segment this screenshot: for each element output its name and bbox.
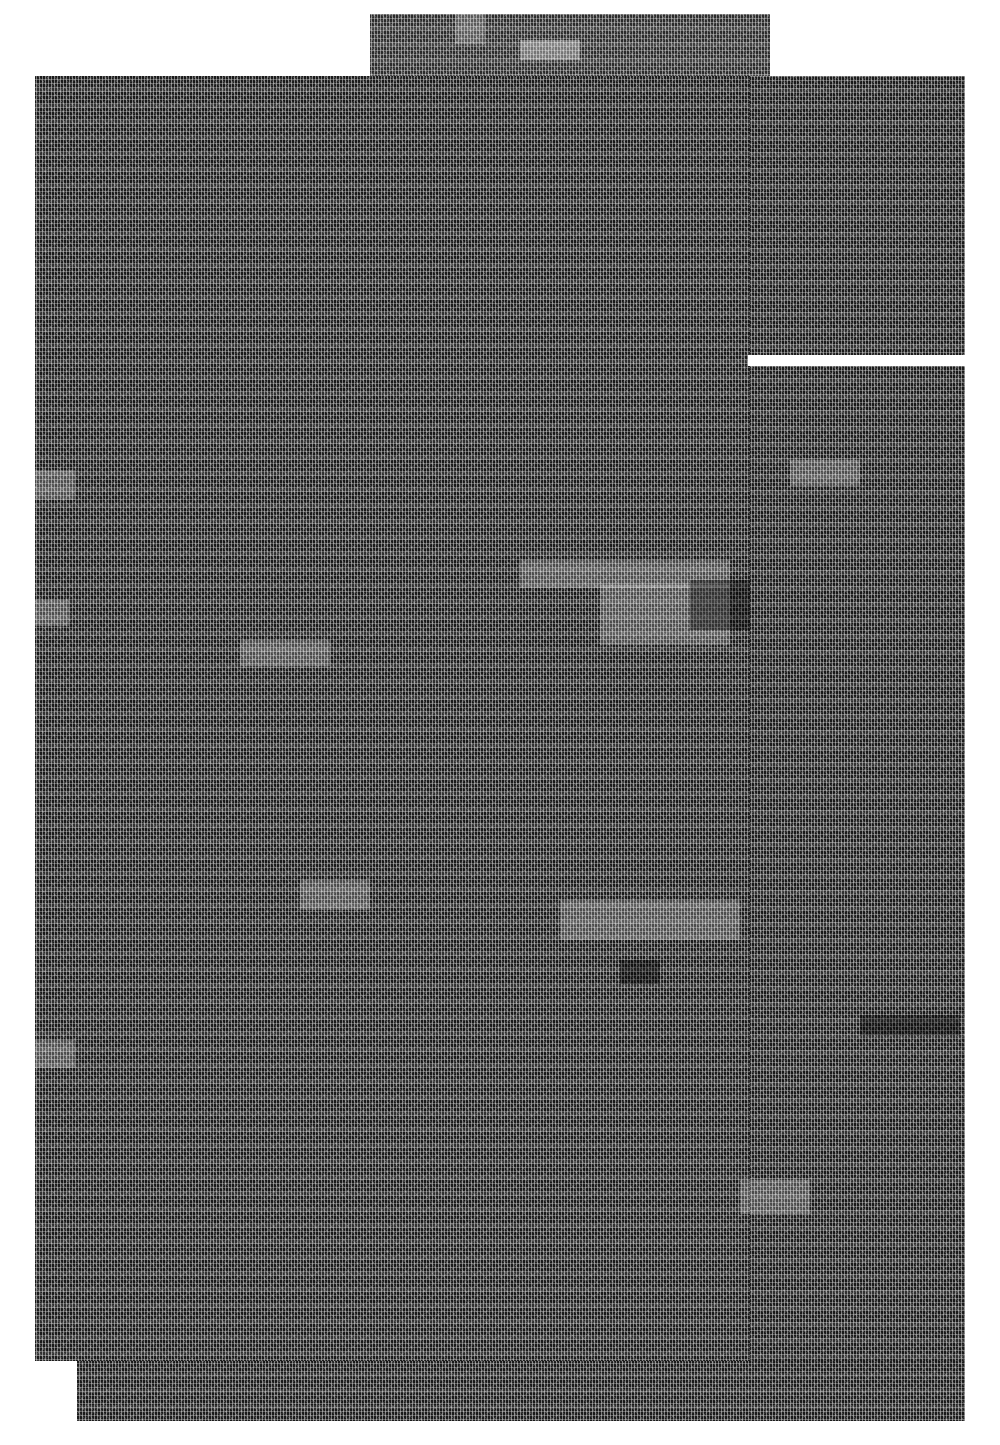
document-description	[0, 1433, 1000, 1445]
noise-region-main-left	[35, 76, 750, 1361]
noise-region-bottom	[75, 1361, 965, 1421]
noise-region-top-notch	[370, 14, 770, 76]
gutter-bottom-left	[35, 1361, 77, 1423]
noise-region-right-lower	[750, 366, 965, 1416]
gutter-right-column	[748, 355, 968, 366]
noise-region-right-upper	[750, 76, 965, 358]
